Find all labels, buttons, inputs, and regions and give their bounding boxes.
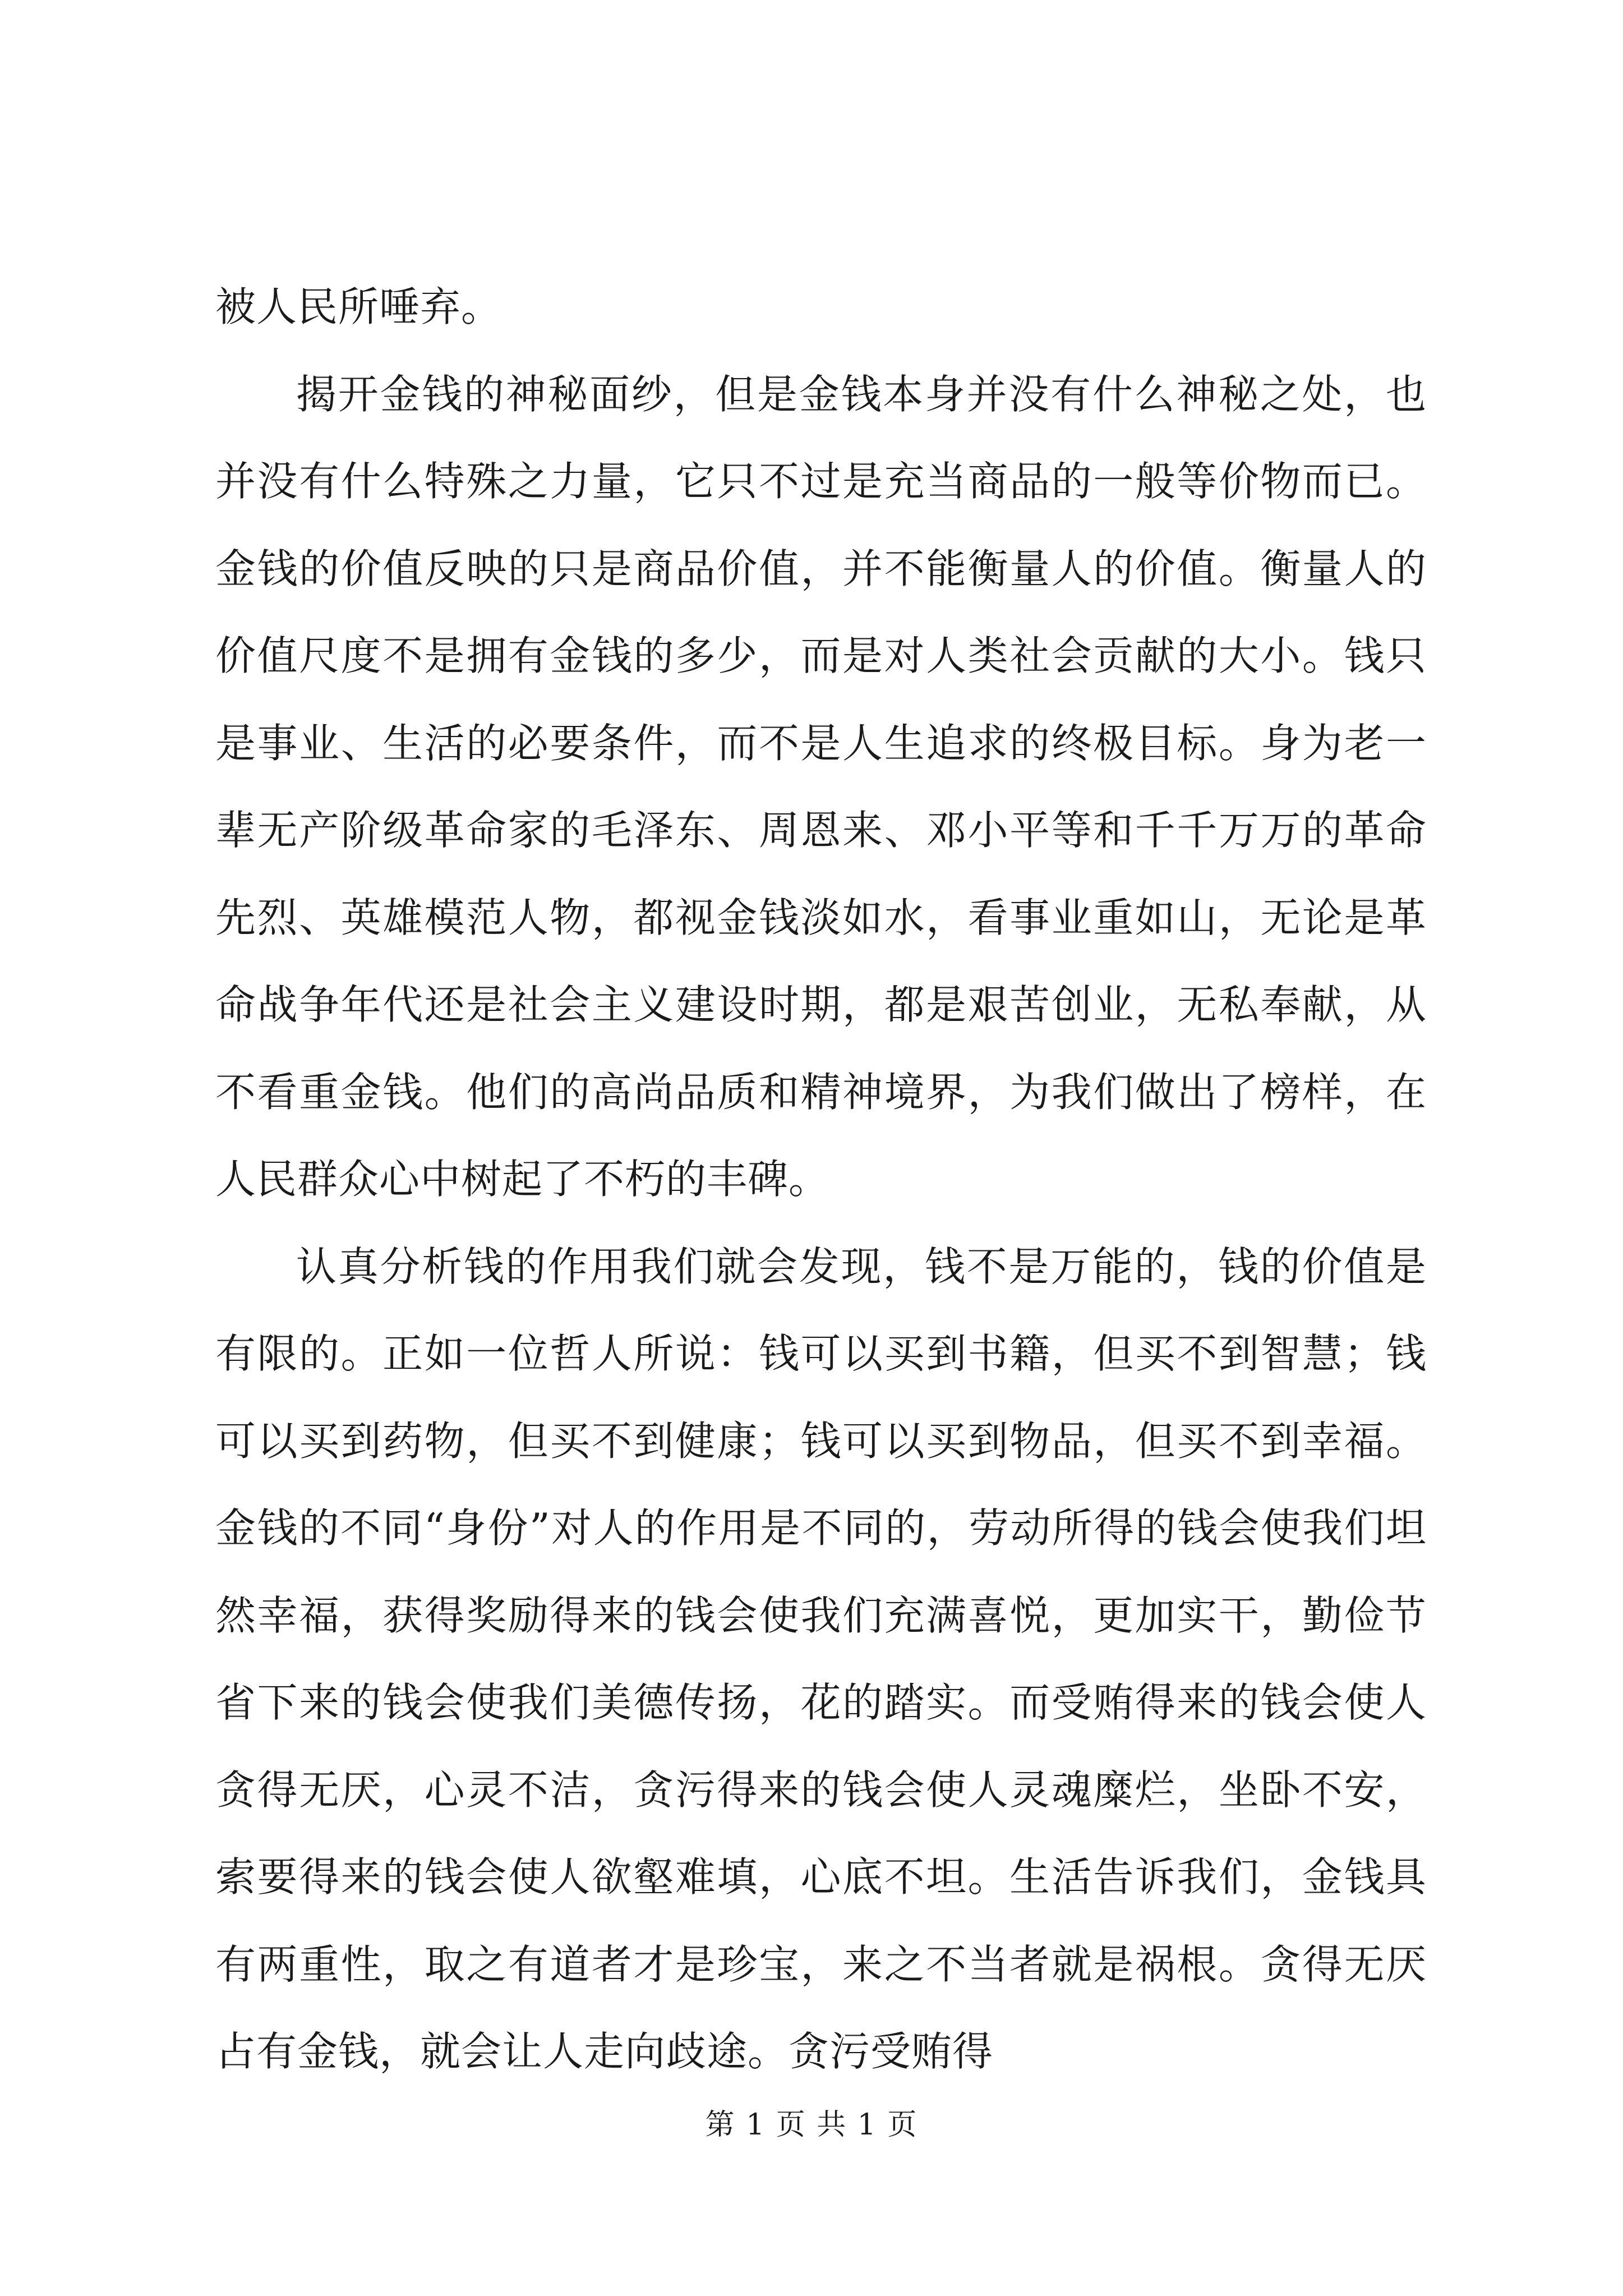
paragraph-2: 揭开金钱的神秘面纱，但是金钱本身并没有什么神秘之处，也并没有什么特殊之力量，它只不过是充当商品的一般等价物而已。金钱的价值反映的只是商品价值，并不能衡量人的价值。衡量人的价值尺度不是拥有金钱的多少，而是对人类社会贡献的大小。钱只是事业、生活的必要条件，而不是人生追求的终极目标。身为老一辈无产阶级革命家的毛泽东、周恩来、邓小平等和千千万万的革命先烈、英雄模范人物，都视金钱淡如水，看事业重如山，无论是革命战争年代还是社会主义建设时期，都是艰苦创业，无私奉献，从不看重金钱。他们的高尚品质和精神境界，为我们做出了榜样，在人民群众心中树起了不朽的丰碑。	[215, 370, 1427, 1203]
paragraph-1: 被人民所唾弃。	[215, 283, 502, 330]
document-body	[215, 264, 1427, 2096]
paragraph-3: 认真分析钱的作用我们就会发现，钱不是万能的，钱的价值是有限的。正如一位哲人所说：钱可以买到书籍，但买不到智慧；钱可以买到药物，但买不到健康；钱可以买到物品，但买不到幸福。金钱的不同“身份”对人的作用是不同的，劳动所得的钱会使我们坦然幸福，获得奖励得来的钱会使我们充满喜悦，更加实干，勤俭节省下来的钱会使我们美德传扬，花的踏实。而受贿得来的钱会使人贪得无厌，心灵不洁，贪污得来的钱会使人灵魂糜烂，坐卧不安，索要得来的钱会使人欲壑难填，心底不坦。生活告诉我们，金钱具有两重性，取之有道者才是珍宝，来之不当者就是祸根。贪得无厌占有金钱，就会让人走向歧途。贪污受贿得	[215, 1243, 1427, 2075]
page-footer: 第 1 页 共 1 页	[705, 2108, 918, 2142]
